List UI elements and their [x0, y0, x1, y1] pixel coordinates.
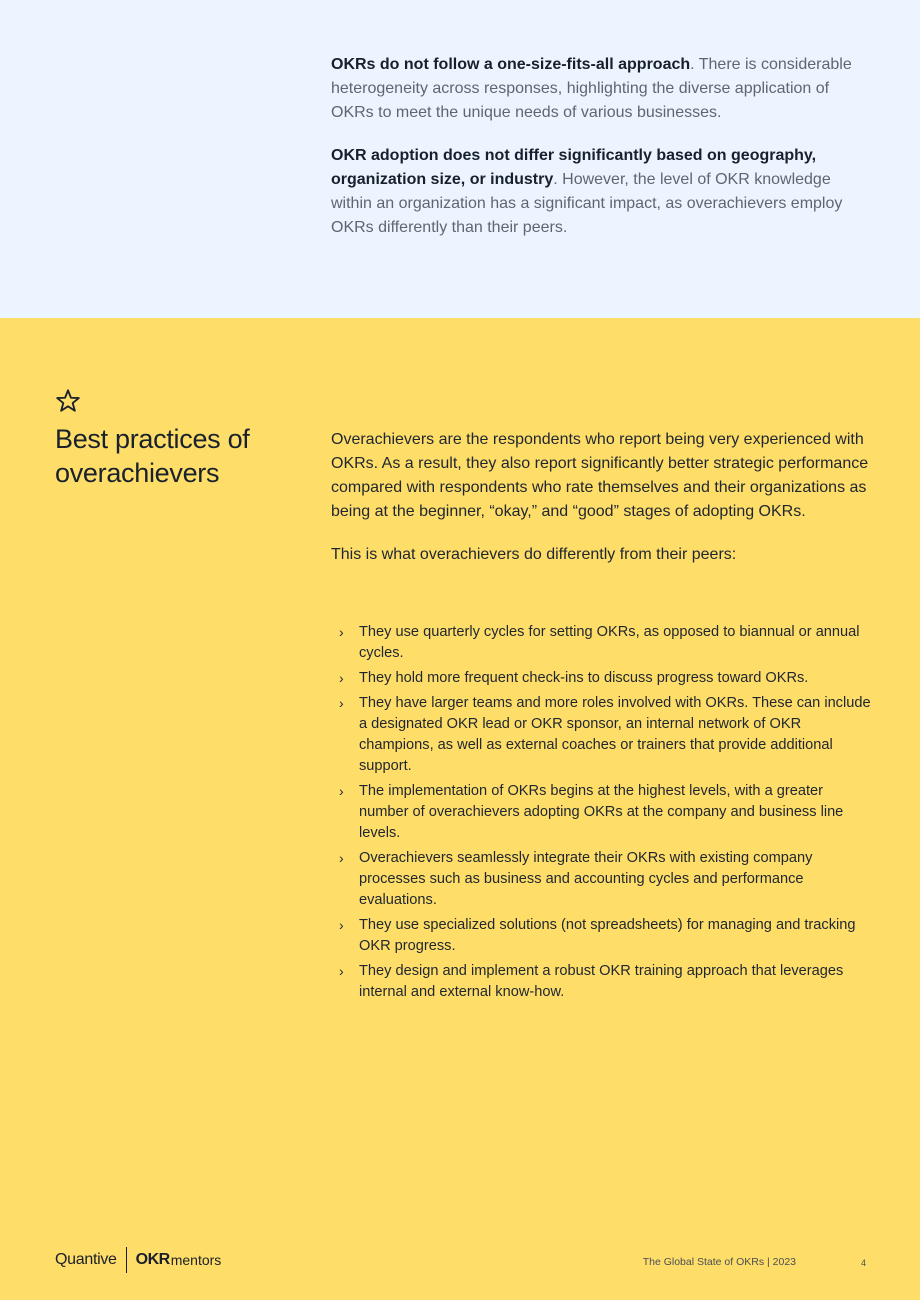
chevron-right-icon: › [339, 783, 344, 799]
list-item [339, 668, 874, 689]
list-item-text: They have larger teams and more roles involved with OKRs. These can include a designated OKR lead or OKR sponsor, an internal network of OKR champions, as well as external coaches or trainers that provide additional support. [359, 695, 871, 774]
top-section [0, 0, 920, 318]
practices-list [339, 622, 874, 1007]
page-number: 4 [860, 1258, 866, 1268]
list-item-text: The implementation of OKRs begins at the highest levels, with a greater number of overachievers adopting OKRs at the company and business line levels. [359, 783, 844, 841]
top-paragraph-2-bold: OKR adoption does not differ significantly based on geography, organization size, or industry [331, 147, 817, 188]
chevron-right-icon: › [339, 917, 344, 933]
chevron-right-icon: › [339, 670, 344, 686]
logo-divider [126, 1247, 127, 1273]
list-item [339, 848, 874, 911]
quantive-logo: Quantive [55, 1251, 117, 1268]
intro-paragraph: Overachievers are the respondents who report being very experienced with OKRs. As a result, they also report significantly better strategic performance compared with respondents who rate themselves and their organizations as being at the beginner, “okay,” and “good” stages of adopting OKRs. [331, 431, 869, 520]
list-item-text: They use quarterly cycles for setting OKRs, as opposed to biannual or annual cycles. [359, 624, 860, 661]
intro-text [331, 428, 871, 586]
list-item-text: They design and implement a robust OKR training approach that leverages internal and external know-how. [359, 963, 844, 1000]
list-item [339, 915, 874, 957]
chevron-right-icon: › [339, 624, 344, 640]
chevron-right-icon: › [339, 695, 344, 711]
list-item [339, 622, 874, 664]
footer-logos [55, 1246, 221, 1274]
chevron-right-icon: › [339, 963, 344, 979]
star-icon [55, 388, 81, 414]
list-item-text: Overachievers seamlessly integrate their OKRs with existing company processes such as business and accounting cycles and performance evaluations. [359, 850, 813, 908]
chevron-right-icon: › [339, 850, 344, 866]
lead-in-paragraph: This is what overachievers do differently from their peers: [331, 546, 737, 563]
list-item [339, 961, 874, 1003]
top-paragraph-1-bold: OKRs do not follow a one-size-fits-all approach [331, 56, 691, 73]
list-item-text: They hold more frequent check-ins to discuss progress toward OKRs. [359, 670, 809, 686]
top-paragraph-1-rest: . There is considerable heterogeneity across responses, highlighting the diverse application of OKRs to meet the unique needs of various businesses. [331, 56, 852, 121]
list-item [339, 693, 874, 777]
okr-logo: OKR [135, 1251, 170, 1268]
list-item-text: They use specialized solutions (not spreadsheets) for managing and tracking OKR progress. [359, 917, 856, 954]
top-paragraph-1 [331, 53, 871, 125]
top-paragraph-2-rest: . However, the level of OKR knowledge within an organization has a significant impact, as overachievers employ OKRs differently than their peers. [331, 171, 843, 236]
top-text-block [331, 53, 871, 259]
mentors-logo: mentors [170, 1252, 222, 1268]
list-item [339, 781, 874, 844]
footer-report-title: The Global State of OKRs | 2023 [642, 1256, 796, 1268]
top-paragraph-2 [331, 144, 871, 240]
section-title: Best practices of overachievers [55, 424, 250, 488]
